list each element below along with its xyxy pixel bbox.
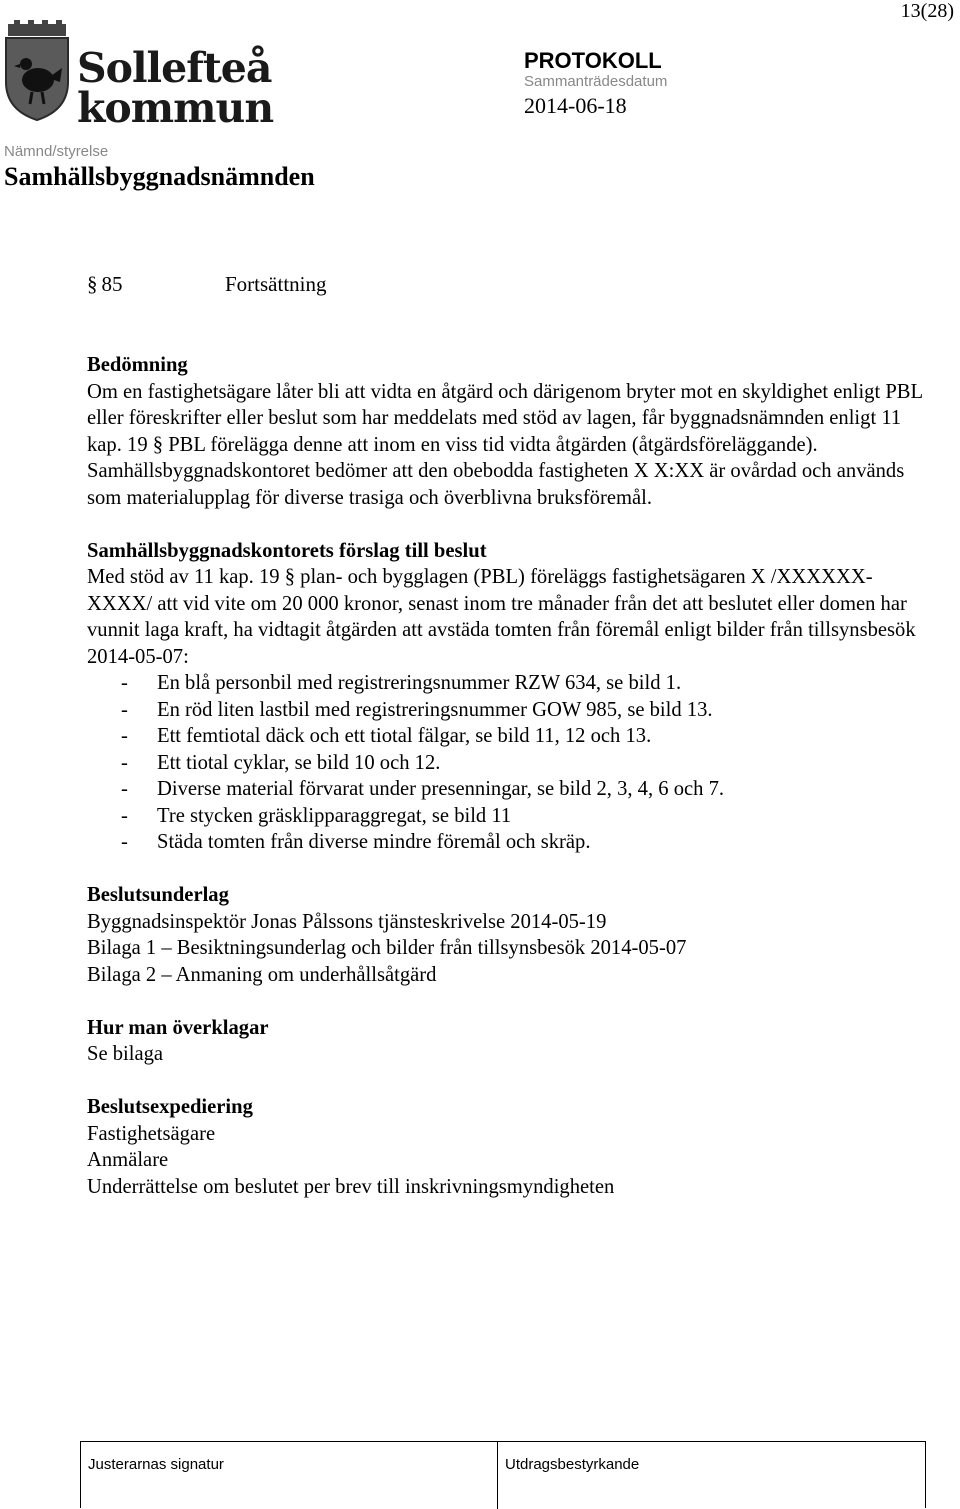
protocol-content [87,352,927,1200]
basis-line: Byggnadsinspektör Jonas Pålssons tjänsteskrivelse 2014-05-19 [87,910,607,933]
municipality-logo [2,20,274,132]
board-name: Samhällsbyggnadsnämnden [4,162,315,191]
basis-line: Bilaga 1 – Besiktningsunderlag och bilder från tillsynsbesök 2014-05-07 [87,937,687,959]
basis-line: Bilaga 2 – Anmaning om underhållsåtgärd [87,963,437,986]
proposal-text: Med stöd av 11 kap. 19 § plan- och bygglagen (PBL) föreläggs fastighetsägaren X /XXXXXX-XXXX/ att vid vite om 20 000 kronor, senast inom tre månader från det att beslutet eller domen har vunnit laga kraft, ha vidtagit åtgärden att avstäda tomten från föremål enligt bilder från tillsynsbesök 2014-05-07: [87,566,916,668]
section-symbol: § [87,272,98,296]
section-heading [87,272,327,297]
certified-cell [498,1442,925,1509]
board-label: Nämnd/styrelse [4,143,109,160]
document-type: PROTOKOLL [524,48,662,73]
dispatch-heading: Beslutsexpediering [87,1096,253,1118]
basis-heading: Beslutsunderlag [87,884,229,906]
list-item: - Ett tiotal cyklar, se bild 10 och 12. [121,751,441,774]
logo-text-line2: kommun [77,84,274,132]
list-item: - Städa tomten från diverse mindre föremål och skräp. [121,831,591,853]
meeting-date: 2014-06-18 [524,93,627,118]
list-item: - En röd liten lastbil med registreringsnummer GOW 985, se bild 13. [121,698,713,721]
page-number: 13(28) [900,0,954,22]
proposal-list [87,670,927,856]
section-number: 85 [101,272,123,296]
assessment-heading: Bedömning [87,354,188,376]
certified-label: Utdragsbestyrkande [505,1456,640,1473]
list-item: - Ett femtiotal däck och ett tiotal fälgar, se bild 11, 12 och 13. [121,725,652,747]
dispatch-line: Fastighetsägare [87,1122,216,1145]
list-item: - En blå personbil med registreringsnummer RZW 634, se bild 1. [121,672,682,694]
dispatch-line: Underrättelse om beslutet per brev till inskrivningsmyndigheten [87,1175,615,1198]
signature-table [80,1441,926,1508]
meeting-date-label: Sammanträdesdatum [524,73,668,90]
signature-label: Justerarnas signatur [88,1456,224,1473]
logo-text-line1: Sollefteå [77,44,272,92]
list-item: - Tre stycken gräsklipparaggregat, se bild 11 [121,804,512,827]
list-item: - Diverse material förvarat under presenningar, se bild 2, 3, 4, 6 och 7. [121,778,725,800]
coat-of-arms-icon [2,20,72,122]
signature-cell [81,1442,498,1509]
appeal-text: Se bilaga [87,1043,164,1065]
appeal-heading: Hur man överklagar [87,1016,269,1039]
assessment-text: Om en fastighetsägare låter bli att vidta en åtgärd och därigenom bryter mot en skyldighet enligt PBL eller föreskrifter eller beslut som har meddelats med stöd av lagen, får byggnadsnämnden enligt 11 kap. 19 § PBL förelägga denne att inom en viss tid vidta åtgärden (åtgärdsföreläggande). Samhällsbyggnadskontoret bedömer att den obebodda fastigheten X X:XX är ovårdad och används som materialupplag för diverse trasiga och överblivna bruksföremål. [87,380,923,509]
section-continuation: Fortsättning [225,272,327,296]
dispatch-line: Anmälare [87,1149,169,1171]
proposal-heading: Samhällsbyggnadskontorets förslag till beslut [87,539,487,562]
